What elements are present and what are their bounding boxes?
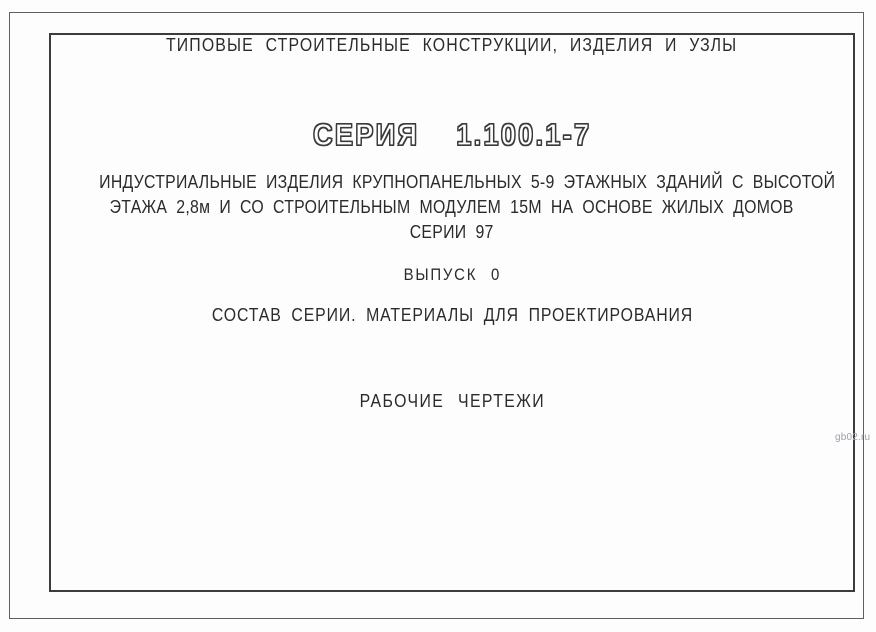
contents-label: СОСТАВ СЕРИИ. МАТЕРИАЛЫ ДЛЯ ПРОЕКТИРОВАНИЯ bbox=[211, 305, 693, 325]
series-title bbox=[49, 117, 855, 153]
series-title-text bbox=[313, 117, 591, 153]
document-header bbox=[49, 35, 855, 56]
document-header-text: ТИПОВЫЕ СТРОИТЕЛЬНЫЕ КОНСТРУКЦИИ, ИЗДЕЛИЯ И УЗЛЫ bbox=[166, 35, 738, 55]
site-watermark: gb02.ru bbox=[835, 432, 871, 443]
series-description-line: СЕРИИ 97 bbox=[410, 222, 494, 242]
series-number: 1.100.1-7 bbox=[456, 117, 592, 152]
issue-label: ВЫПУСК 0 bbox=[403, 265, 501, 284]
series-description bbox=[49, 170, 855, 245]
series-description-line: ЭТАЖА 2,8м И СО СТРОИТЕЛЬНЫМ МОДУЛЕМ 15М НА ОСНОВЕ ЖИЛЫХ ДОМОВ bbox=[110, 197, 794, 217]
document-type-label: РАБОЧИЕ ЧЕРТЕЖИ bbox=[359, 391, 545, 411]
series-description-line: ИНДУСТРИАЛЬНЫЕ ИЗДЕЛИЯ КРУПНОПАНЕЛЬНЫХ 5-9 ЭТАЖНЫХ ЗДАНИЙ С ВЫСОТОЙ bbox=[99, 172, 836, 192]
series-label: СЕРИЯ bbox=[312, 117, 420, 152]
